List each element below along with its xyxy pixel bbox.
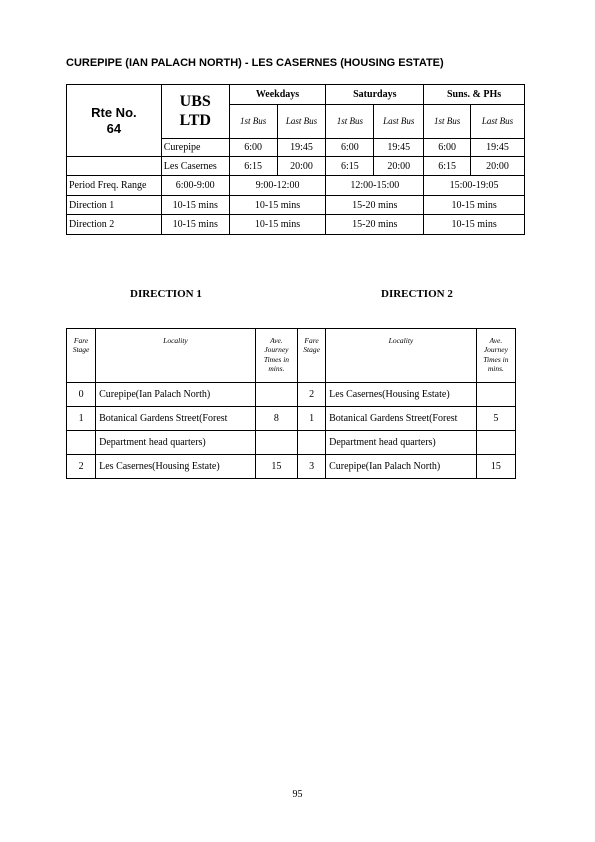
fare-stage: 1 [67, 407, 96, 431]
table-row [67, 407, 516, 431]
table-row [67, 176, 525, 196]
time-cell: 20:00 [471, 157, 525, 176]
locality-header: Locality [326, 329, 477, 383]
journey-time: 15 [476, 455, 515, 479]
time-cell: 20:00 [374, 157, 424, 176]
freq-cell: 15:00-19:05 [424, 176, 525, 196]
fare-stage: 2 [298, 383, 326, 407]
journey-time [476, 383, 515, 407]
day-group-weekdays: Weekdays [229, 85, 326, 105]
schedule-table [66, 84, 525, 235]
time-cell: 6:00 [326, 139, 374, 157]
fare-stage-header: Fare Stage [298, 329, 326, 383]
journey-time: 5 [476, 407, 515, 431]
time-cell: 19:45 [277, 139, 326, 157]
freq-row-label: Period Freq. Range [67, 176, 162, 196]
locality: Les Casernes(Housing Estate) [326, 383, 477, 407]
last-bus-header: Last Bus [277, 105, 326, 139]
first-bus-header: 1st Bus [229, 105, 277, 139]
fare-stage: 1 [298, 407, 326, 431]
time-cell: 19:45 [374, 139, 424, 157]
locality: Les Casernes(Housing Estate) [96, 455, 256, 479]
fare-stage: 2 [67, 455, 96, 479]
freq-cell: 10-15 mins [424, 215, 525, 235]
table-row [67, 383, 516, 407]
table-row [67, 431, 516, 455]
time-cell: 6:00 [424, 139, 471, 157]
journey-time [255, 383, 297, 407]
operator-name-line1: UBS [179, 93, 211, 111]
time-cell: 20:00 [277, 157, 326, 176]
direction-2-title: DIRECTION 2 [381, 288, 453, 300]
freq-cell: 12:00-15:00 [326, 176, 424, 196]
page-title: CUREPIPE (IAN PALACH NORTH) - LES CASERNES (HOUSING ESTATE) [66, 57, 444, 69]
locality: Department head quarters) [326, 431, 477, 455]
fare-stage-header: Fare Stage [67, 329, 96, 383]
freq-cell: 10-15 mins [161, 196, 229, 215]
day-group-saturdays: Saturdays [326, 85, 424, 105]
time-cell: 6:15 [326, 157, 374, 176]
table-row [67, 157, 525, 176]
fare-stage: 3 [298, 455, 326, 479]
time-cell: 19:45 [471, 139, 525, 157]
locality: Department head quarters) [96, 431, 256, 455]
last-bus-header: Last Bus [471, 105, 525, 139]
journey-time-header: Ave. Journey Times in mins. [255, 329, 297, 383]
operator-name-line2: LTD [179, 111, 211, 129]
page-number: 95 [292, 789, 303, 800]
fare-stage-table [66, 328, 516, 479]
stop-name: Les Casernes [161, 157, 229, 176]
operator-cell [161, 85, 229, 139]
journey-time: 15 [255, 455, 297, 479]
locality: Botanical Gardens Street(Forest [96, 407, 256, 431]
first-bus-header: 1st Bus [424, 105, 471, 139]
journey-time [476, 431, 515, 455]
fare-stage [298, 431, 326, 455]
freq-cell: 10-15 mins [424, 196, 525, 215]
first-bus-header: 1st Bus [326, 105, 374, 139]
day-group-sundays: Suns. & PHs [424, 85, 525, 105]
journey-time: 8 [255, 407, 297, 431]
table-row [67, 455, 516, 479]
locality: Curepipe(Ian Palach North) [96, 383, 256, 407]
direction-1-title: DIRECTION 1 [130, 288, 202, 300]
freq-cell: 10-15 mins [161, 215, 229, 235]
fare-stage: 0 [67, 383, 96, 407]
last-bus-header: Last Bus [374, 105, 424, 139]
freq-row-label: Direction 1 [67, 196, 162, 215]
route-number-cell [67, 85, 162, 157]
freq-cell: 15-20 mins [326, 215, 424, 235]
fare-table-header [67, 329, 516, 383]
freq-cell: 10-15 mins [229, 215, 326, 235]
empty-cell [67, 157, 162, 176]
freq-cell: 10-15 mins [229, 196, 326, 215]
freq-cell: 15-20 mins [326, 196, 424, 215]
journey-time [255, 431, 297, 455]
freq-cell: 9:00-12:00 [229, 176, 326, 196]
locality: Botanical Gardens Street(Forest [326, 407, 477, 431]
table-row [67, 215, 525, 235]
table-row [67, 196, 525, 215]
fare-stage [67, 431, 96, 455]
time-cell: 6:15 [229, 157, 277, 176]
locality-header: Locality [96, 329, 256, 383]
route-number: 64 [106, 120, 122, 136]
locality: Curepipe(Ian Palach North) [326, 455, 477, 479]
time-cell: 6:00 [229, 139, 277, 157]
stop-name: Curepipe [161, 139, 229, 157]
time-cell: 6:15 [424, 157, 471, 176]
route-label: Rte No. [91, 104, 137, 120]
journey-time-header: Ave. Journey Times in mins. [476, 329, 515, 383]
freq-row-label: Direction 2 [67, 215, 162, 235]
freq-cell: 6:00-9:00 [161, 176, 229, 196]
